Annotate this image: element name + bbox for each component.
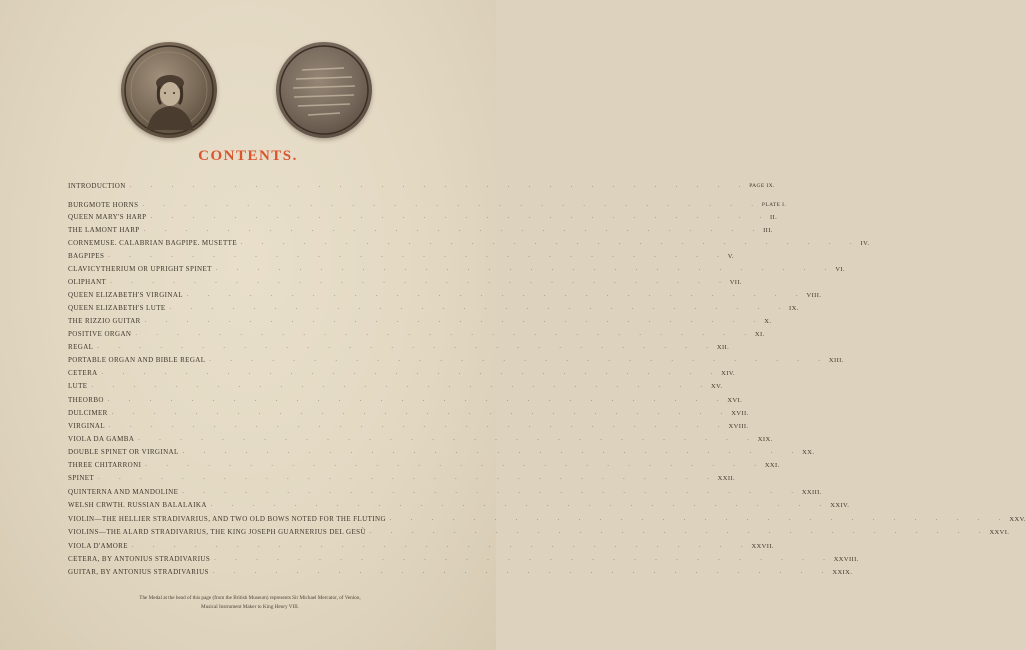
toc-entry-title: VIOLA DA GAMBA: [68, 435, 135, 443]
dot-leader: . . . . . . . . . . . . . . . . . . . . . . . . . . . . . .: [131, 543, 752, 549]
dot-leader: . . . . . . . . . . . . . . . . . . . . . . . . . . . . . .: [108, 253, 728, 259]
toc-entry: [68, 472, 735, 485]
toc-plate-number: VI.: [835, 266, 845, 273]
dot-leader: . . . . . . . . . . . . . . . . . . . . . . . . . . . . . .: [101, 370, 722, 376]
toc-plate-number: XVI.: [727, 397, 743, 404]
dot-leader: . . . . . . . . . . . . . . . . . . . . . . . . . . . . . .: [97, 344, 717, 350]
toc-entry: [68, 237, 870, 250]
dot-leader: . . . . . . . . . . . . . . . . . . . . . . . . . . . . . .: [143, 227, 764, 233]
toc-plate-number: XXIII.: [801, 489, 822, 496]
toc-entry-title: VIOLIN—THE HELLIER STRADIVARIUS, AND TWO OLD BOWS NOTED FOR THE FLUTING: [68, 515, 386, 523]
dot-leader: . . . . . . . . . . . . . . . . . . . . . . . . . . . . . .: [214, 556, 834, 562]
toc-entry: [68, 263, 845, 276]
dot-leader: . . . . . . . . . . . . . . . . . . . . . . . . . . . . . .: [109, 423, 729, 429]
toc-entry: [68, 486, 822, 499]
caption-line: Musical Instrument Maker to King Henry VIII.: [200, 604, 299, 610]
toc-plate-number: II.: [769, 214, 778, 221]
toc-plate-number: XX.: [802, 449, 815, 456]
toc-plate-number: PAGE IX.: [749, 183, 775, 189]
toc-entry-title: REGAL: [68, 343, 94, 351]
toc-entry-title: INTRODUCTION: [68, 182, 126, 190]
toc-entry-title: THE RIZZIO GUITAR: [68, 317, 141, 325]
toc-plate-number: XXVIII.: [833, 556, 859, 563]
dot-leader: . . . . . . . . . . . . . . . . . . . . . . . . . . . . . .: [107, 397, 728, 403]
toc-entry-title: DOUBLE SPINET OR VIRGINAL: [68, 448, 179, 456]
toc-entry: [68, 224, 773, 237]
toc-entry-title: CORNEMUSE. CALABRIAN BAGPIPE. MUSETTE: [68, 239, 238, 247]
dot-leader: . . . . . . . . . . . . . . . . . . . . . . . . . . . . . .: [186, 292, 807, 298]
toc-entry-title: GUITAR, BY ANTONIUS STRADIVARIUS: [68, 568, 209, 576]
toc-plate-number: XXVI.: [989, 529, 1010, 536]
toc-entry: [68, 394, 743, 407]
toc-entry-title: OLIPHANT: [68, 278, 107, 286]
toc-plate-number: X.: [764, 318, 772, 325]
toc-entry-title: SPINET: [68, 474, 95, 482]
toc-entry: [68, 354, 844, 367]
toc-plate-number: XIV.: [721, 370, 736, 377]
toc-entry: [68, 211, 778, 224]
toc-plate-number: XIII.: [828, 357, 844, 364]
dot-leader: . . . . . . . . . . . . . . . . . . . . . . . . . . . . . .: [98, 475, 718, 481]
dot-leader: . . . . . . . . . . . . . . . . . . . . . . . . . . . . . .: [138, 436, 758, 442]
toc-plate-number: XXIX.: [832, 569, 853, 576]
dot-leader: . . . . . . . . . . . . . . . . . . . . . . . . . . . . . .: [212, 569, 833, 575]
toc-entry-title: CLAVICYTHERIUM OR UPRIGHT SPINET: [68, 265, 212, 273]
toc-entry: [68, 499, 850, 512]
toc-plate-number: XIX.: [757, 436, 773, 443]
toc-entry: [68, 250, 735, 263]
toc-entry: [68, 341, 730, 354]
toc-entry-title: BURGMOTE HORNS: [68, 201, 139, 209]
dot-leader: . . . . . . . . . . . . . . . . . . . . . . . . . . . . . .: [389, 516, 1010, 522]
toc-entry-title: THREE CHITARRONI: [68, 461, 142, 469]
dot-leader: . . . . . . . . . . . . . . . . . . . . . . . . . . . . . .: [144, 318, 765, 324]
toc-plate-number: XXIV.: [830, 502, 850, 509]
toc-plate-number: XVIII.: [728, 423, 749, 430]
dot-leader: . . . . . . . . . . . . . . . . . . . . . . . . . . . . . .: [111, 410, 732, 416]
toc-plate-number: VII.: [729, 279, 742, 286]
toc-entry: [68, 315, 772, 328]
toc-entry: [68, 513, 1026, 526]
toc-entry: [68, 526, 1010, 539]
toc-plate-number: XXVII.: [751, 543, 774, 550]
toc-entry-title: CETERA: [68, 369, 98, 377]
toc-entry-title: VIOLINS—THE ALARD STRADIVARIUS, THE KING JOSEPH GUARNERIUS DEL GESÙ: [68, 528, 366, 536]
caption-line: The Medal at the head of this page (from the British Museum) represents Sir Michael Mercator, of Venloo,: [139, 595, 361, 601]
toc-plate-number: XXII.: [717, 475, 735, 482]
toc-entry: [68, 328, 765, 341]
dot-leader: . . . . . . . . . . . . . . . . . . . . . . . . . . . . . .: [169, 305, 790, 311]
toc-entry: [68, 459, 780, 472]
dot-leader: . . . . . . . . . . . . . . . . . . . . . . . . . . . . . .: [91, 383, 711, 389]
toc-entry-title: BAGPIPES: [68, 252, 105, 260]
toc-plate-number: VIII.: [806, 292, 822, 299]
toc-plate-number: XXV.: [1009, 516, 1026, 523]
toc-entry-title: VIOLA D'AMORE: [68, 542, 128, 550]
toc-entry: [68, 553, 859, 566]
toc-entry: [68, 180, 775, 193]
toc-entry: [68, 302, 799, 315]
toc-entry-title: THEORBO: [68, 396, 104, 404]
toc-entry-title: VIRGINAL: [68, 422, 106, 430]
contents-title: CONTENTS.: [198, 148, 298, 164]
dot-leader: . . . . . . . . . . . . . . . . . . . . . . . . . . . . . .: [142, 202, 762, 208]
toc-entry: [68, 407, 749, 420]
dot-leader: . . . . . . . . . . . . . . . . . . . . . . . . . . . . . .: [145, 462, 765, 468]
dot-leader: . . . . . . . . . . . . . . . . . . . . . . . . . . . . . .: [150, 214, 770, 220]
toc-entry-title: CETERA, BY ANTONIUS STRADIVARIUS: [68, 555, 211, 563]
dot-leader: . . . . . . . . . . . . . . . . . . . . . . . . . . . . . .: [209, 357, 829, 363]
toc-entry-title: DULCIMER: [68, 409, 108, 417]
toc-entry: [68, 433, 773, 446]
toc-entry-title: LUTE: [68, 382, 88, 390]
toc-entry: [68, 367, 736, 380]
dot-leader: . . . . . . . . . . . . . . . . . . . . . . . . . . . . . .: [215, 266, 836, 272]
toc-plate-number: PLATE I.: [761, 202, 787, 208]
toc-entry-title: QUEEN ELIZABETH'S VIRGINAL: [68, 291, 183, 299]
toc-entry: [68, 380, 723, 393]
toc-plate-number: III.: [763, 227, 773, 234]
toc-plate-number: XII.: [716, 344, 730, 351]
toc-entry: [68, 540, 774, 553]
toc-entry: [68, 446, 815, 459]
toc-plate-number: XI.: [754, 331, 765, 338]
toc-entry-title: QUINTERNA AND MANDOLINE: [68, 488, 179, 496]
dot-leader: . . . . . . . . . . . . . . . . . . . . . . . . . . . . . .: [241, 240, 861, 246]
medal-caption: [100, 594, 400, 612]
toc-entry-title: QUEEN MARY'S HARP: [68, 213, 147, 221]
dot-leader: . . . . . . . . . . . . . . . . . . . . . . . . . . . . . .: [129, 183, 750, 189]
dot-leader: . . . . . . . . . . . . . . . . . . . . . . . . . . . . . .: [135, 331, 755, 337]
toc-entry: [68, 289, 822, 302]
toc-entry-title: PORTABLE ORGAN AND BIBLE REGAL: [68, 356, 206, 364]
toc-entry: [68, 566, 853, 579]
dot-leader: . . . . . . . . . . . . . . . . . . . . . . . . . . . . . .: [210, 502, 831, 508]
toc-plate-number: XV.: [710, 383, 723, 390]
toc-plate-number: IV.: [860, 240, 870, 247]
toc-plate-number: IX.: [789, 305, 799, 312]
toc-plate-number: XXI.: [764, 462, 780, 469]
toc-entry-title: POSITIVE ORGAN: [68, 330, 132, 338]
toc-entry: [68, 276, 742, 289]
toc-entry-title: THE LAMONT HARP: [68, 226, 140, 234]
toc-entry: [68, 420, 749, 433]
dot-leader: . . . . . . . . . . . . . . . . . . . . . . . . . . . . . .: [110, 279, 730, 285]
toc-plate-number: XVII.: [731, 410, 749, 417]
toc-plate-number: V.: [727, 253, 735, 260]
dot-leader: . . . . . . . . . . . . . . . . . . . . . . . . . . . . . .: [182, 449, 803, 455]
toc-entry-title: QUEEN ELIZABETH'S LUTE: [68, 304, 166, 312]
toc-entry-title: WELSH CRWTH. RUSSIAN BALALAIKA: [68, 501, 207, 509]
dot-leader: . . . . . . . . . . . . . . . . . . . . . . . . . . . . . .: [369, 529, 990, 535]
dot-leader: . . . . . . . . . . . . . . . . . . . . . . . . . . . . . .: [182, 489, 802, 495]
